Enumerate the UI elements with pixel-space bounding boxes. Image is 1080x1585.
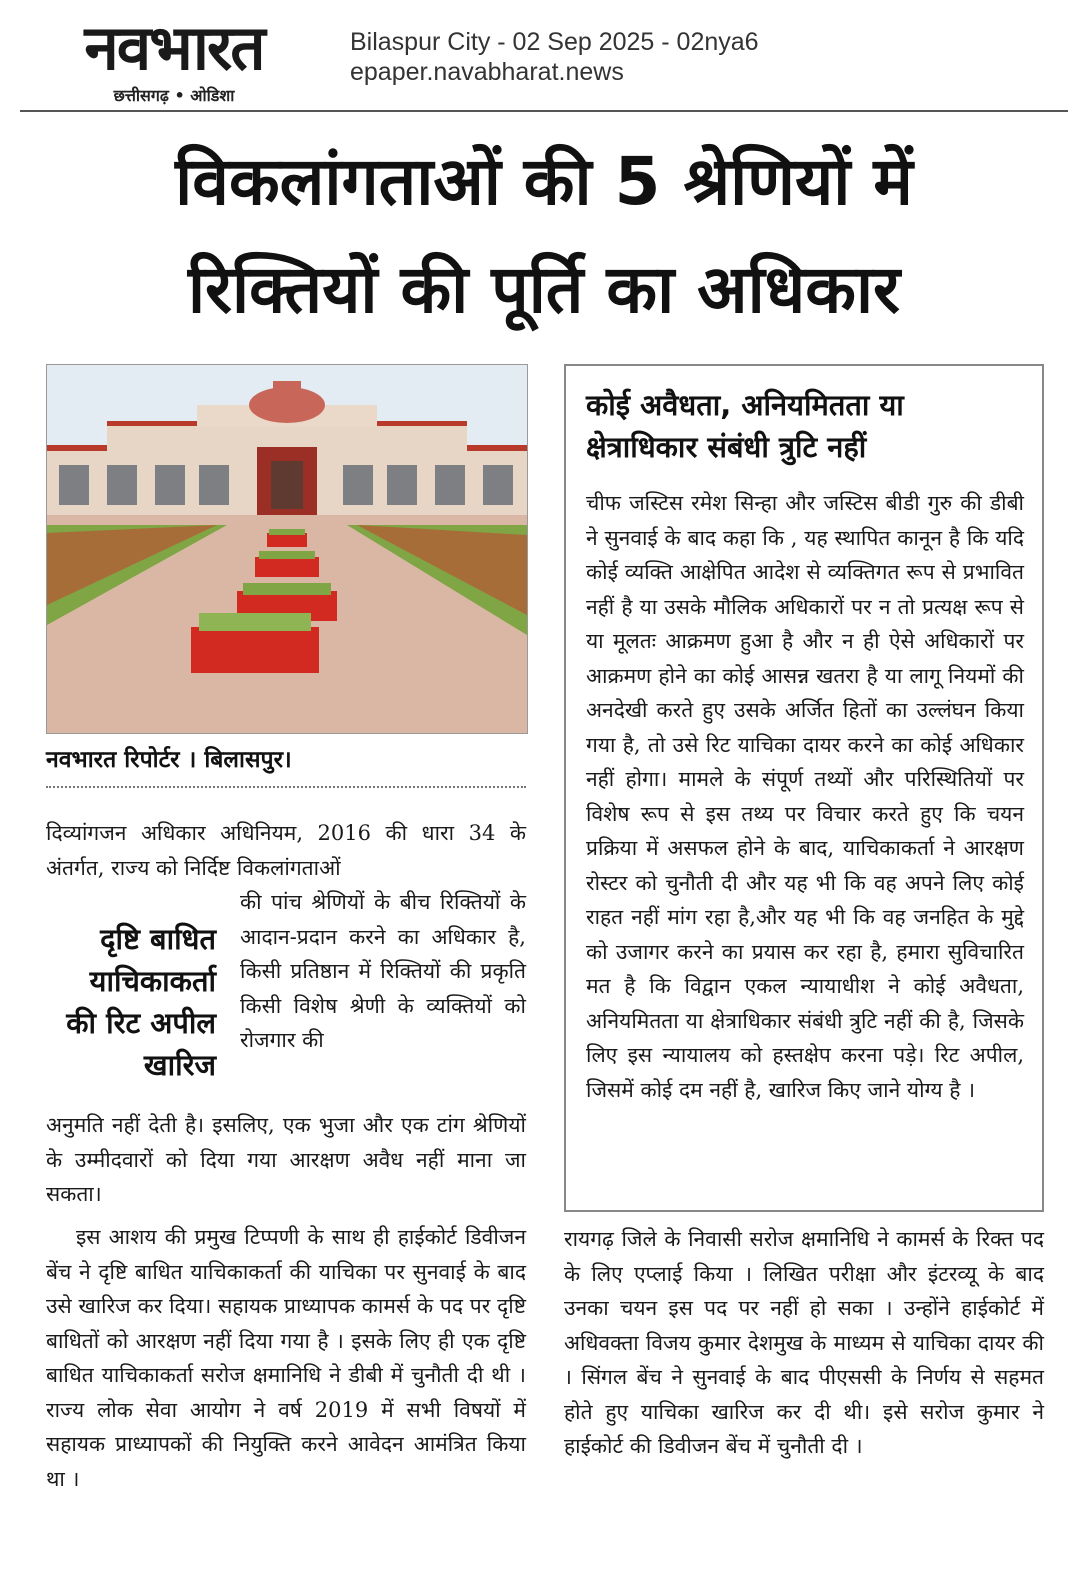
newspaper-logo <box>24 11 324 106</box>
article-paragraph-left: इस आशय की प्रमुख टिप्पणी के साथ ही हाईकोर्ट डिवीजन बेंच ने दृष्टि बाधित याचिकाकर्ता की याचिका पर सुनवाई के बाद उसे खारिज कर दिया। सहायक प्राध्यापक कामर्स के पद पर दृष्टि बाधितों को आरक्षण नहीं दिया गया है । इसके लिए ही एक दृष्टि बाधित याचिकाकर्ता सरोज क्षमानिधि ने डीबी में चुनौती दी थी । राज्य लोक सेवा आयोग ने वर्ष 2019 में सभी विषयों में सहायक प्राध्यापकों की नियुक्ति करने आवेदन आमंत्रित किया था । <box>46 1225 526 1491</box>
article-intro: दिव्यांगजन अधिकार अधिनियम, 2016 की धारा 34 के अंतर्गत, राज्य को निर्दिष्ट विकलांगताओं <box>46 821 526 880</box>
high-court-illustration <box>47 365 527 733</box>
headline <box>20 128 1068 344</box>
article-wrap-text: की पांच श्रेणियों के बीच रिक्तियों के आदान-प्रदान करने का अधिकार है, किसी प्रतिष्ठान में रिक्तियों की प्रकृति किसी विशेष श्रेणी के व्यक्तियों को रोजगार की <box>240 890 526 1052</box>
logo-subtitle: छत्तीसगढ़ • ओडिशा <box>113 86 235 105</box>
byline: नवभारत रिपोर्टर । बिलासपुर। <box>46 747 292 773</box>
subhead-line-3: की रिट अपील <box>66 1006 216 1040</box>
subhead-line-1: दृष्टि बाधित <box>100 922 216 956</box>
box-title-line-2: क्षेत्राधिकार संबंधी त्रुटि नहीं <box>586 430 867 464</box>
logo-text: नवभारत <box>84 11 264 84</box>
high-court-building-photo <box>46 364 528 734</box>
masthead-rule <box>20 110 1068 112</box>
article-wrap-tail: अनुमति नहीं देती है। इसलिए, एक भुजा और एक टांग श्रेणियों के उम्मीदवारों को दिया गया आरक्षण अवैध नहीं माना जा सकता। <box>46 1113 526 1206</box>
headline-line-1: विकलांगताओं की 5 श्रेणियों में <box>175 143 913 220</box>
box-title-line-1: कोई अवैधता, अनियमितता या <box>586 388 904 422</box>
headline-line-2: रिक्तियों की पूर्ति का अधिकार <box>187 251 901 328</box>
masthead <box>20 11 1070 110</box>
epaper-url: epaper.navabharat.news <box>350 58 624 86</box>
edition-info: Bilaspur City - 02 Sep 2025 - 02nya6 <box>350 28 759 56</box>
box-title <box>586 384 1026 468</box>
article-paragraph-right: रायगढ़ जिले के निवासी सरोज क्षमानिधि ने कामर्स के रिक्त पद के लिए एप्लाई किया । लिखित परीक्षा और इंटरव्यू के बाद उनका चयन इस पद पर नहीं हो सका । उन्होंने हाईकोर्ट में अधिवक्ता विजय कुमार देशमुख के माध्यम से याचिका दायर की । सिंगल बेंच ने सुनवाई के बाद पीएससी के निर्णय से सहमत होते हुए याचिका खारिज कर दी थी। इसे सरोज कुमार ने हाईकोर्ट की डिवीजन बेंच में चुनौती दी । <box>564 1227 1044 1458</box>
subhead-line-4: खारिज <box>143 1048 216 1082</box>
box-body: चीफ जस्टिस रमेश सिन्हा और जस्टिस बीडी गुरु की डीबी ने सुनवाई के बाद कहा कि , यह स्थापित कानून है कि यदि कोई व्यक्ति आक्षेपित आदेश से व्यक्तिगत रूप से प्रभावित नहीं है या उसके मौलिक अधिकारों पर न तो प्रत्यक्ष रूप से या मूलतः आक्रमण हुआ है और न ही ऐसे अधिकारों पर आक्रमण होने का कोई आसन्न खतरा है या लागू नियमों की अनदेखी करते हुए उसके अर्जित हितों का उल्लंघन किया गया है, तो उसे रिट याचिका दायर करने का कोई अधिकार नहीं होगा। मामले के संपूर्ण तथ्यों और परिस्थितियों पर विशेष रूप से इस तथ्य पर विचार करते हुए कि चयन प्रक्रिया में असफल होने के बाद, याचिकाकर्ता ने आरक्षण रोस्टर को चुनौती दी और यह भी कि वह अपने लिए कोई राहत नहीं मांग रहा है,और यह भी कि वह जनहित के मुद्दे को उजागर करने का प्रयास कर रहा है, हमारा सुविचारित मत है कि विद्वान एकल न्यायाधीश ने कोई अवैधता, अनियमितता या क्षेत्राधिकार संबंधी त्रुटि नहीं की है, जिसके लिए इस न्यायालय को हस्तक्षेप करना पड़े। रिट अपील, जिसमें कोई दम नहीं है, खारिज किए जाने योग्य है । <box>586 491 1024 1102</box>
dotted-divider <box>46 786 526 788</box>
subhead <box>40 918 216 1086</box>
sidebar-box <box>564 364 1044 1212</box>
subhead-line-2: याचिकाकर्ता <box>89 964 216 998</box>
